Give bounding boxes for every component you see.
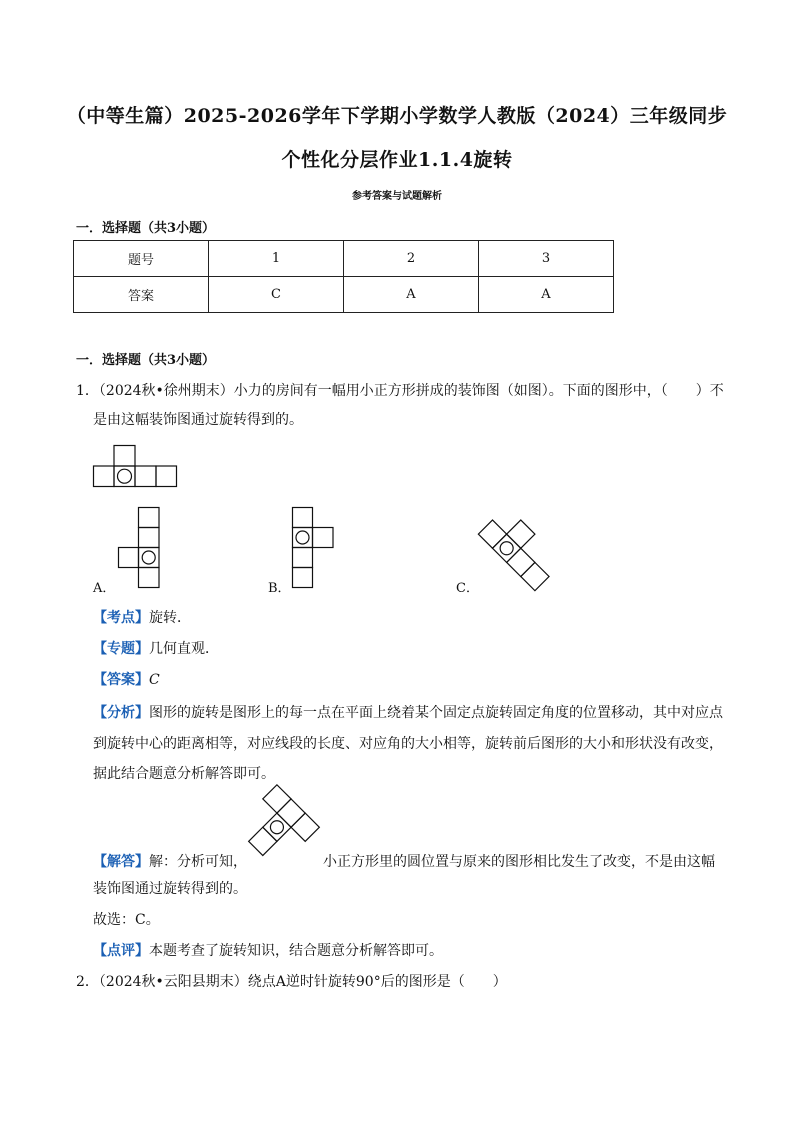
q1-zhuanti	[93, 639, 219, 659]
table-cell: 3	[479, 241, 614, 277]
page-subtitle: 参考答案与试题解析	[352, 191, 442, 202]
kaodian-tag: 【考点】	[93, 610, 149, 626]
q1-analysis-line3: 据此结合题意分析解答即可。	[93, 766, 275, 782]
table-cell: C	[209, 277, 344, 313]
table-cell: 2	[344, 241, 479, 277]
answer-tag: 【答案】	[93, 672, 149, 688]
option-b-figure	[292, 507, 334, 589]
table-cell: A	[479, 277, 614, 313]
kaodian-text: 旋转．	[149, 610, 191, 626]
solution-text-a: 解：分析可知，	[149, 854, 247, 870]
q1-original-figure	[93, 445, 177, 487]
solution-figure	[246, 792, 321, 867]
analysis-tag: 【分析】	[93, 705, 149, 721]
q1-comment	[93, 941, 443, 961]
page-title-line2: 个性化分层作业1.1.4旋转	[281, 149, 513, 171]
option-a-figure	[118, 507, 160, 589]
option-c-figure	[478, 512, 553, 587]
detail-section-heading: 一．选择题（共3小题）	[76, 353, 216, 368]
zhuanti-text: 几何直观．	[149, 641, 219, 657]
solution-tag: 【解答】	[93, 854, 149, 870]
option-c-label: C．	[456, 581, 479, 596]
q1-choice: 故选：C。	[93, 912, 160, 928]
table-row	[74, 241, 614, 277]
q1-stem-line1: 1．（2024秋•徐州期末）小力的房间有一幅用小正方形拼成的装饰图（如图）。下面的图形中，（ ）不	[76, 383, 724, 399]
q1-stem-line2: 是由这幅装饰图通过旋转得到的。	[93, 412, 303, 428]
option-b-label: B．	[268, 581, 291, 596]
table-row	[74, 277, 614, 313]
page-title-line1: （中等生篇）2025-2026学年下学期小学数学人教版（2024）三年级同步	[66, 105, 728, 127]
answer-table	[73, 240, 614, 313]
q2-stem: 2．（2024秋•云阳县期末）绕点A逆时针旋转90°后的图形是（ ）	[76, 974, 507, 990]
q1-answer	[93, 670, 160, 690]
q1-analysis-line2: 到旋转中心的距离相等，对应线段的长度、对应角的大小相等，旋转前后图形的大小和形状没有改变，	[93, 736, 723, 752]
answer-section-heading: 一．选择题（共3小题）	[76, 221, 216, 236]
q1-kaodian	[93, 608, 191, 628]
q1-solution-text-b: 小正方形里的圆位置与原来的图形相比发生了改变，不是由这幅	[323, 854, 715, 870]
table-cell: 答案	[74, 277, 209, 313]
analysis-text: 图形的旋转是图形上的每一点在平面上绕着某个固定点旋转固定角度的位置移动，其中对应点	[149, 705, 723, 721]
answer-text: C	[149, 672, 160, 688]
table-cell: 1	[209, 241, 344, 277]
q1-solution-line2: 装饰图通过旋转得到的。	[93, 881, 247, 897]
q1-analysis-line1	[93, 703, 723, 723]
zhuanti-tag: 【专题】	[93, 641, 149, 657]
comment-text: 本题考查了旋转知识，结合题意分析解答即可。	[149, 943, 443, 959]
table-cell: A	[344, 277, 479, 313]
q1-solution-line1	[93, 852, 247, 872]
option-a-label: A．	[93, 581, 116, 596]
comment-tag: 【点评】	[93, 943, 149, 959]
table-cell: 题号	[74, 241, 209, 277]
